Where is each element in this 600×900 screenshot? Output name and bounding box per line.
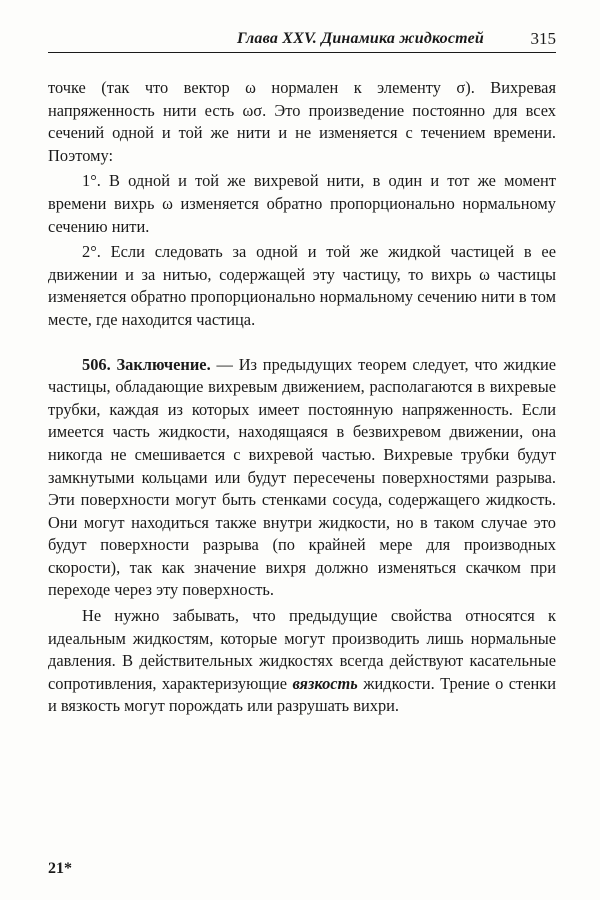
page-number: 315 <box>530 29 556 48</box>
running-head <box>48 28 556 53</box>
paragraph-viscosity <box>48 605 556 718</box>
conclusion-text: — Из предыдущих теорем следует, что жидкие частицы, обладающие вихревым движением, располагаются в вихревые трубки, каждая из которых имеет постоянную напряженность. Если имеется часть жидкости, находящаяся в безвихревом движении, она никогда не смешивается с вихревой частью. Вихревые трубки будут замкнутыми кольцами или будут пересечены поверхностями разрыва. Эти поверхности могут быть стенками сосуда, содержащего жидкость. Они могут находиться также внутри жидкости, но в таком случае это будут поверхности разрыва (по крайней мере для производных скорости), так как значение вихря должно изменяться скачком при переходе через эту поверхность. <box>48 354 557 600</box>
paragraph-property-2: 2°. Если следовать за одной и той же жидкой частицей в ее движении и за нитью, содержащей эту частицу, то вихрь ω частицы изменяется обратно пропорционально нормальному сечению нити в том месте, где находится частица. <box>48 242 556 329</box>
viscosity-text-start: Не нужно забывать, что предыдущие свойства относятся к идеальным жидкостям, которые могут производить лишь нормальные давления. В действительных жидкостях всегда действуют касательные сопротивления, характеризующие <box>48 606 556 693</box>
signature-mark: 21* <box>48 860 72 877</box>
body-text <box>48 77 556 718</box>
section-heading: 506. Заключение. <box>82 354 211 374</box>
book-page <box>48 28 556 878</box>
paragraph-conclusion <box>48 354 556 603</box>
emphasized-term: вязкость <box>292 673 358 693</box>
chapter-title: Глава XXV. Динамика жидкостей <box>236 30 484 47</box>
viscosity-text-end: жидкости. Трение о стенки и вязкость могут порождать или разрушать вихри. <box>48 673 556 716</box>
paragraph-property-1: 1°. В одной и той же вихревой нити, в один и тот же момент времени вихрь ω изменяется обратно пропорционально нормальному сечению нити. <box>48 171 556 236</box>
paragraph-continuation: точке (так что вектор ω нормален к элементу σ). Вихревая напряженность нити есть ωσ. Это произведение постоянно для всех сечений одной и той же нити и не изменяется с течением времени. Поэтому: <box>48 78 556 165</box>
